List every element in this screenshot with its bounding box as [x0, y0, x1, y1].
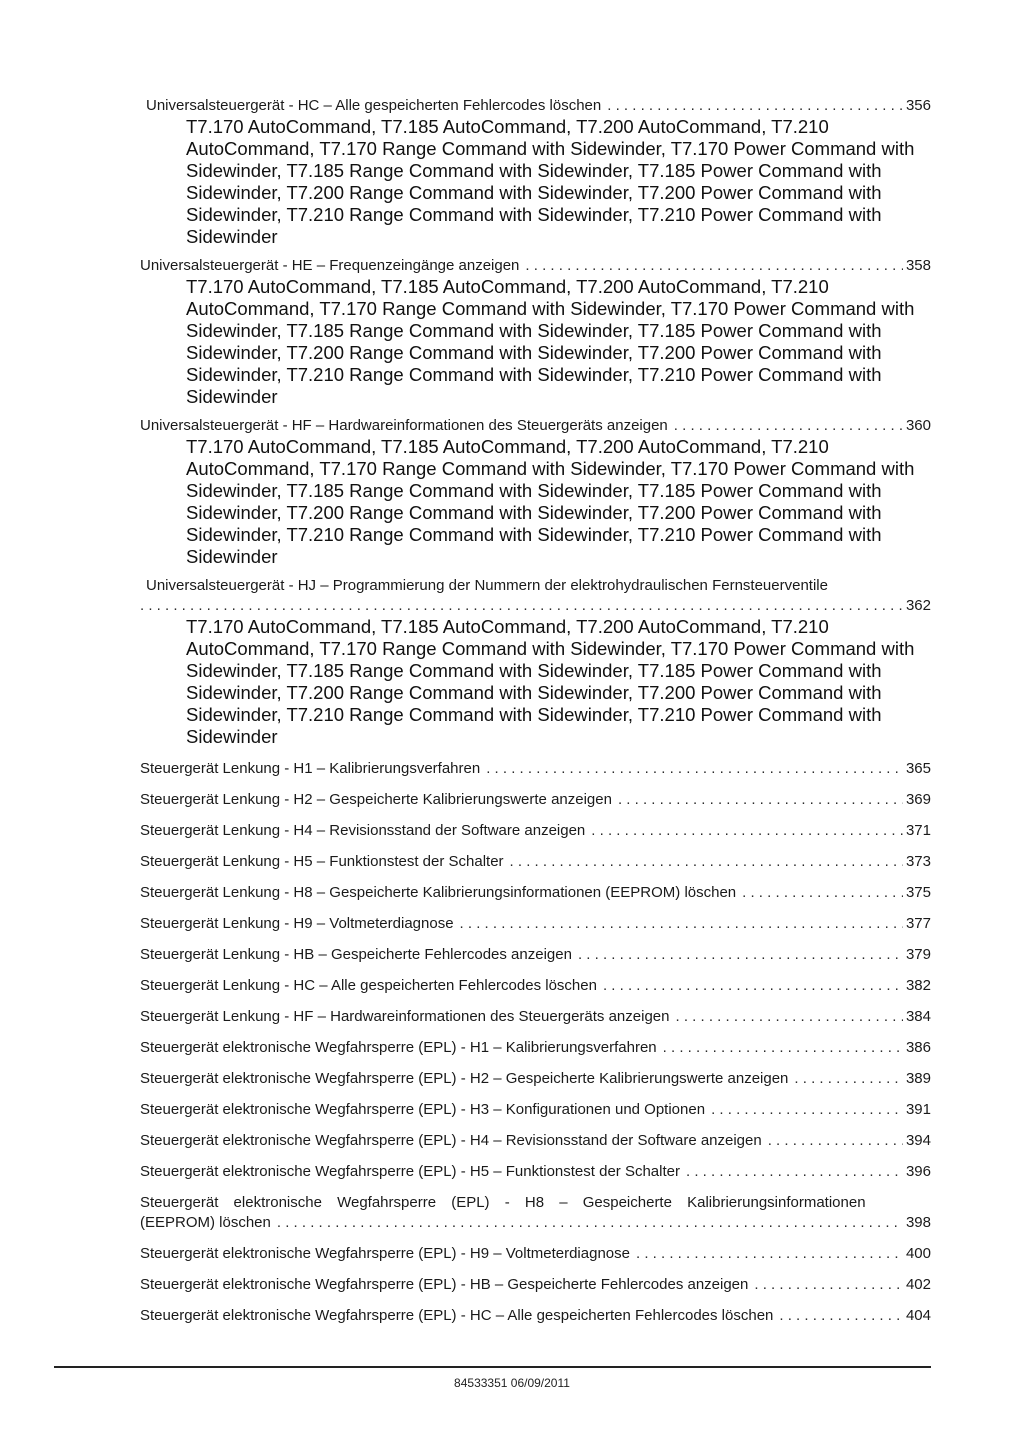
leader-dots — [663, 1038, 903, 1058]
toc-entry-line — [140, 1069, 931, 1089]
toc-entry-title: Universalsteuergerät - HC – Alle gespeicherten Fehlercodes löschen — [146, 97, 602, 114]
leader-dots — [510, 852, 903, 872]
toc-entry-title: Steuergerät Lenkung - HF – Hardwareinformationen des Steuergeräts anzeigen — [140, 1008, 670, 1025]
toc-entry-title: Steuergerät elektronische Wegfahrsperre (EPL) - H9 – Voltmeterdiagnose — [140, 1245, 630, 1262]
toc-entry[interactable] — [140, 1306, 931, 1326]
leader-dots — [742, 883, 903, 903]
table-of-contents — [140, 96, 931, 1337]
toc-entry-page: 389 — [905, 1070, 931, 1087]
toc-entry-title: Universalsteuergerät - HF – Hardwareinformationen des Steuergeräts anzeigen — [140, 417, 668, 434]
leader-dots — [525, 256, 903, 276]
toc-entry[interactable] — [140, 1162, 931, 1182]
toc-entry-title: Steuergerät Lenkung - H4 – Revisionsstand der Software anzeigen — [140, 822, 586, 839]
toc-entry-title-continued: (EEPROM) löschen — [140, 1214, 271, 1231]
toc-entry[interactable] — [140, 759, 931, 779]
toc-entry-page: 375 — [905, 884, 931, 901]
toc-entry[interactable] — [140, 1193, 931, 1233]
toc-entry-page: 400 — [905, 1245, 931, 1262]
toc-entry-line — [140, 1007, 931, 1027]
toc-entry-line — [140, 1193, 931, 1213]
leader-dots — [768, 1131, 903, 1151]
toc-entry-title: Steuergerät elektronische Wegfahrsperre (EPL) - H4 – Revisionsstand der Software anzeigen — [140, 1132, 762, 1149]
toc-entry-page: 384 — [905, 1008, 931, 1025]
leader-dots — [636, 1244, 903, 1264]
toc-entry-page: 365 — [905, 760, 931, 777]
toc-entry-title: Steuergerät elektronische Wegfahrsperre (EPL) - HC – Alle gespeicherten Fehlercodes löschen — [140, 1307, 774, 1324]
leader-dots — [603, 976, 903, 996]
toc-entry-line — [140, 945, 931, 965]
leader-dots — [486, 759, 903, 779]
toc-entry-title: Steuergerät Lenkung - H1 – Kalibrierungsverfahren — [140, 760, 481, 777]
toc-entry-title: Universalsteuergerät - HE – Frequenzeingänge anzeigen — [140, 257, 520, 274]
toc-entry-line — [140, 256, 931, 276]
toc-entry-page: 398 — [905, 1214, 931, 1231]
toc-entry-title: Steuergerät Lenkung - HC – Alle gespeicherten Fehlercodes löschen — [140, 977, 597, 994]
toc-entry[interactable] — [140, 945, 931, 965]
toc-entry-line — [140, 759, 931, 779]
footer-rule — [54, 1366, 931, 1368]
model-applicability: T7.170 AutoCommand, T7.185 AutoCommand, T7.200 AutoCommand, T7.210 AutoCommand, T7.170 Range Command with Sidewinder, T7.170 Power Command with Sidewinder, T7.185 Range Command with Sidewinder, T7.185 Power Command with Sidewinder, T7.200 Range Command with Sidewinder, T7.200 Power Command with Sidewinder, T7.210 Range Command with Sidewinder, T7.210 Power Command with Sidewinder — [186, 276, 915, 407]
toc-entry-title: Steuergerät elektronische Wegfahrsperre (EPL) - H3 – Konfigurationen und Optionen — [140, 1101, 706, 1118]
toc-entry-line — [140, 1038, 931, 1058]
toc-entry[interactable] — [140, 576, 931, 748]
leader-dots — [686, 1162, 903, 1182]
toc-entry-line — [140, 96, 931, 116]
toc-entry-page: 371 — [905, 822, 931, 839]
toc-entry-page: 356 — [905, 97, 931, 114]
toc-entry-line — [140, 914, 931, 934]
toc-entry-line — [140, 596, 931, 616]
toc-entry-line — [140, 976, 931, 996]
toc-entry[interactable] — [140, 96, 931, 248]
toc-entry-line — [140, 821, 931, 841]
toc-entry[interactable] — [140, 1007, 931, 1027]
toc-entry-title: Steuergerät elektronische Wegfahrsperre (EPL) - H5 – Funktionstest der Schalter — [140, 1163, 680, 1180]
toc-entry-line — [140, 1275, 931, 1295]
leader-dots — [779, 1306, 903, 1326]
toc-entry[interactable] — [140, 852, 931, 872]
toc-entry[interactable] — [140, 1069, 931, 1089]
toc-entry-line — [140, 1100, 931, 1120]
toc-entry-page: 396 — [905, 1163, 931, 1180]
toc-entry-page: 369 — [905, 791, 931, 808]
leader-dots — [675, 1007, 902, 1027]
leader-dots — [794, 1069, 903, 1089]
leader-dots — [711, 1100, 903, 1120]
toc-entry[interactable] — [140, 821, 931, 841]
toc-entry-page: 362 — [905, 597, 931, 614]
leader-dots — [140, 596, 903, 616]
toc-entry-page: 379 — [905, 946, 931, 963]
toc-entry-line — [140, 1306, 931, 1326]
toc-entry-line — [140, 790, 931, 810]
leader-dots — [277, 1213, 903, 1233]
toc-entry-page: 373 — [905, 853, 931, 870]
toc-entry-page: 394 — [905, 1132, 931, 1149]
footer-doc-number: 84533351 06/09/2011 — [454, 1376, 570, 1390]
leader-dots — [754, 1275, 903, 1295]
toc-entry-title: Steuergerät Lenkung - HB – Gespeicherte Fehlercodes anzeigen — [140, 946, 572, 963]
toc-entry-title: Steuergerät elektronische Wegfahrsperre (EPL) - H1 – Kalibrierungsverfahren — [140, 1039, 657, 1056]
toc-entry-page: 391 — [905, 1101, 931, 1118]
toc-entry-title: Steuergerät Lenkung - H2 – Gespeicherte Kalibrierungswerte anzeigen — [140, 791, 612, 808]
leader-dots — [618, 790, 903, 810]
toc-entry-line — [140, 1244, 931, 1264]
toc-entry-page: 358 — [905, 257, 931, 274]
model-applicability: T7.170 AutoCommand, T7.185 AutoCommand, T7.200 AutoCommand, T7.210 AutoCommand, T7.170 Range Command with Sidewinder, T7.170 Power Command with Sidewinder, T7.185 Range Command with Sidewinder, T7.185 Power Command with Sidewinder, T7.200 Range Command with Sidewinder, T7.200 Power Command with Sidewinder, T7.210 Range Command with Sidewinder, T7.210 Power Command with Sidewinder — [186, 616, 915, 747]
toc-entry-page: 402 — [905, 1276, 931, 1293]
toc-simple-list — [140, 759, 931, 1193]
toc-entry-title: Steuergerät elektronische Wegfahrsperre (EPL) - H8 – Gespeicherte Kalibrierungsinformationen — [140, 1194, 866, 1211]
toc-entry-line — [140, 576, 931, 596]
toc-entry-title: Steuergerät Lenkung - H5 – Funktionstest der Schalter — [140, 853, 504, 870]
toc-entry-line — [140, 416, 931, 436]
toc-entry[interactable] — [140, 1275, 931, 1295]
toc-final-list — [140, 1244, 931, 1337]
toc-entry[interactable] — [140, 416, 931, 568]
toc-entry-page: 382 — [905, 977, 931, 994]
toc-entry-title: Universalsteuergerät - HJ – Programmierung der Nummern der elektrohydraulischen Fernsteuerventile — [146, 577, 828, 594]
toc-entry-page: 377 — [905, 915, 931, 932]
toc-entry-title: Steuergerät elektronische Wegfahrsperre (EPL) - H2 – Gespeicherte Kalibrierungswerte anzeigen — [140, 1070, 789, 1087]
leader-dots — [591, 821, 903, 841]
toc-entry-page: 360 — [905, 417, 931, 434]
leader-dots — [607, 96, 903, 116]
toc-entry-line — [140, 852, 931, 872]
toc-entry-title: Steuergerät Lenkung - H8 – Gespeicherte Kalibrierungsinformationen (EEPROM) löschen — [140, 884, 737, 901]
toc-entry[interactable] — [140, 976, 931, 996]
toc-entry-title: Steuergerät Lenkung - H9 – Voltmeterdiagnose — [140, 915, 454, 932]
toc-entry-line — [140, 1162, 931, 1182]
toc-entry[interactable] — [140, 883, 931, 903]
toc-entry-page: 404 — [905, 1307, 931, 1324]
toc-entry-line — [140, 1131, 931, 1151]
leader-dots — [578, 945, 903, 965]
model-applicability: T7.170 AutoCommand, T7.185 AutoCommand, T7.200 AutoCommand, T7.210 AutoCommand, T7.170 Range Command with Sidewinder, T7.170 Power Command with Sidewinder, T7.185 Range Command with Sidewinder, T7.185 Power Command with Sidewinder, T7.200 Range Command with Sidewinder, T7.200 Power Command with Sidewinder, T7.210 Range Command with Sidewinder, T7.210 Power Command with Sidewinder — [186, 436, 915, 567]
model-applicability: T7.170 AutoCommand, T7.185 AutoCommand, T7.200 AutoCommand, T7.210 AutoCommand, T7.170 Range Command with Sidewinder, T7.170 Power Command with Sidewinder, T7.185 Range Command with Sidewinder, T7.185 Power Command with Sidewinder, T7.200 Range Command with Sidewinder, T7.200 Power Command with Sidewinder, T7.210 Range Command with Sidewinder, T7.210 Power Command with Sidewinder — [186, 116, 915, 247]
toc-entry[interactable] — [140, 1244, 931, 1264]
leader-dots — [674, 416, 903, 436]
toc-entry[interactable] — [140, 1038, 931, 1058]
toc-entry-page: 386 — [905, 1039, 931, 1056]
leader-dots — [460, 914, 903, 934]
toc-entry-line — [140, 1213, 931, 1233]
toc-entry[interactable] — [140, 1131, 931, 1151]
toc-entry[interactable] — [140, 1100, 931, 1120]
toc-entry[interactable] — [140, 914, 931, 934]
toc-entry-title: Steuergerät elektronische Wegfahrsperre (EPL) - HB – Gespeicherte Fehlercodes anzeigen — [140, 1276, 749, 1293]
toc-entry[interactable] — [140, 790, 931, 810]
toc-entry[interactable] — [140, 256, 931, 408]
toc-entry-line — [140, 883, 931, 903]
